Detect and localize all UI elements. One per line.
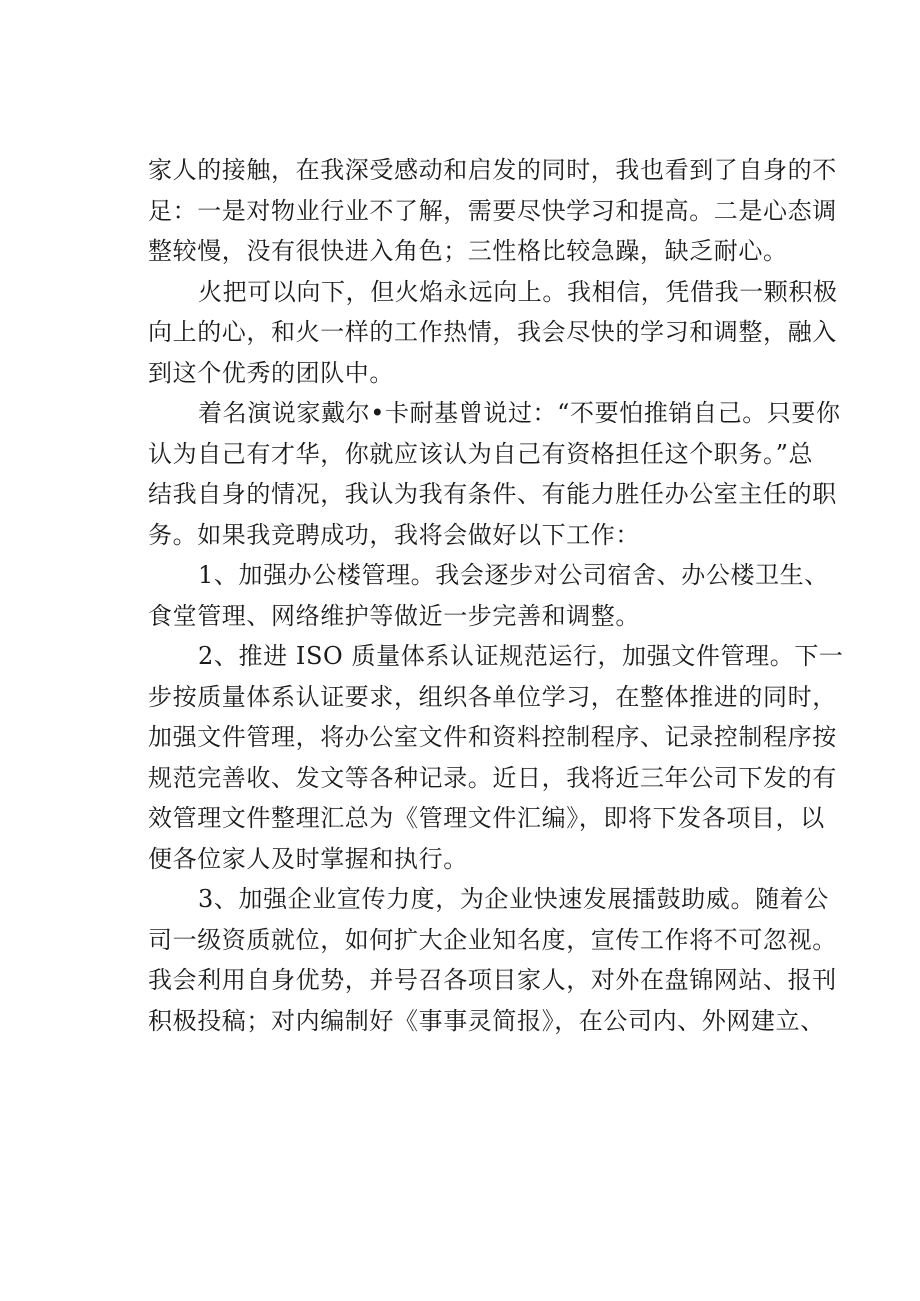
text-line: 司一级资质就位，如何扩大企业知名度，宣传工作将不可忽视。 bbox=[148, 925, 837, 954]
text-line: 到这个优秀的团队中。 bbox=[148, 358, 394, 387]
text-line: 加强文件管理，将办公室文件和资料控制程序、记录控制程序按 bbox=[148, 723, 837, 751]
text-line: 足：一是对物业行业不了解，需要尽快学习和提高。二是心态调 bbox=[148, 196, 837, 225]
text-line: 便各位家人及时掌握和执行。 bbox=[148, 844, 468, 873]
text-line: 规范完善收、发文等各种记录。近日，我将近三年公司下发的有 bbox=[148, 763, 837, 792]
text-line: 食堂管理、网络维护等做近一步完善和调整。 bbox=[148, 601, 640, 630]
text-line: 务。如果我竞聘成功，我将会做好以下工作： bbox=[148, 520, 640, 549]
text-line: 2、推进 ISO 质量体系认证规范运行，加强文件管理。下一 bbox=[198, 642, 844, 670]
text-line: 3、加强企业宣传力度，为企业快速发展擂鼓助威。随着公 bbox=[198, 885, 829, 913]
text-line: 1、加强办公楼管理。我会逐步对公司宿舍、办公楼卫生、 bbox=[198, 561, 829, 589]
document-body bbox=[148, 150, 844, 1041]
text-line: 效管理文件整理汇总为《管理文件汇编》，即将下发各项目，以 bbox=[148, 804, 825, 832]
text-line: 积极投稿；对内编制好《事事灵简报》，在公司内、外网建立、 bbox=[148, 1006, 825, 1035]
text-line: 步按质量体系认证要求，组织各单位学习，在整体推进的同时， bbox=[148, 682, 837, 711]
text-line: 向上的心，和火一样的工作热情，我会尽快的学习和调整，融入 bbox=[148, 318, 837, 346]
text-line: 家人的接触，在我深受感动和启发的同时，我也看到了自身的不 bbox=[148, 156, 837, 184]
text-line: 认为自己有才华，你就应该认为自己有资格担任这个职务。”总 bbox=[148, 439, 814, 468]
text-line: 我会利用自身优势，并号召各项目家人，对外在盘锦网站、报刊 bbox=[148, 966, 837, 994]
text-line: 结我自身的情况，我认为我有条件、有能力胜任办公室主任的职 bbox=[148, 480, 837, 508]
text-line: 火把可以向下，但火焰永远向上。我相信，凭借我一颗积极 bbox=[198, 277, 838, 306]
text-line: 整较慢，没有很快进入角色；三性格比较急躁，缺乏耐心。 bbox=[148, 237, 788, 265]
text-line: 着名演说家戴尔•卡耐基曾说过：“不要怕推销自己。只要你 bbox=[198, 399, 841, 427]
